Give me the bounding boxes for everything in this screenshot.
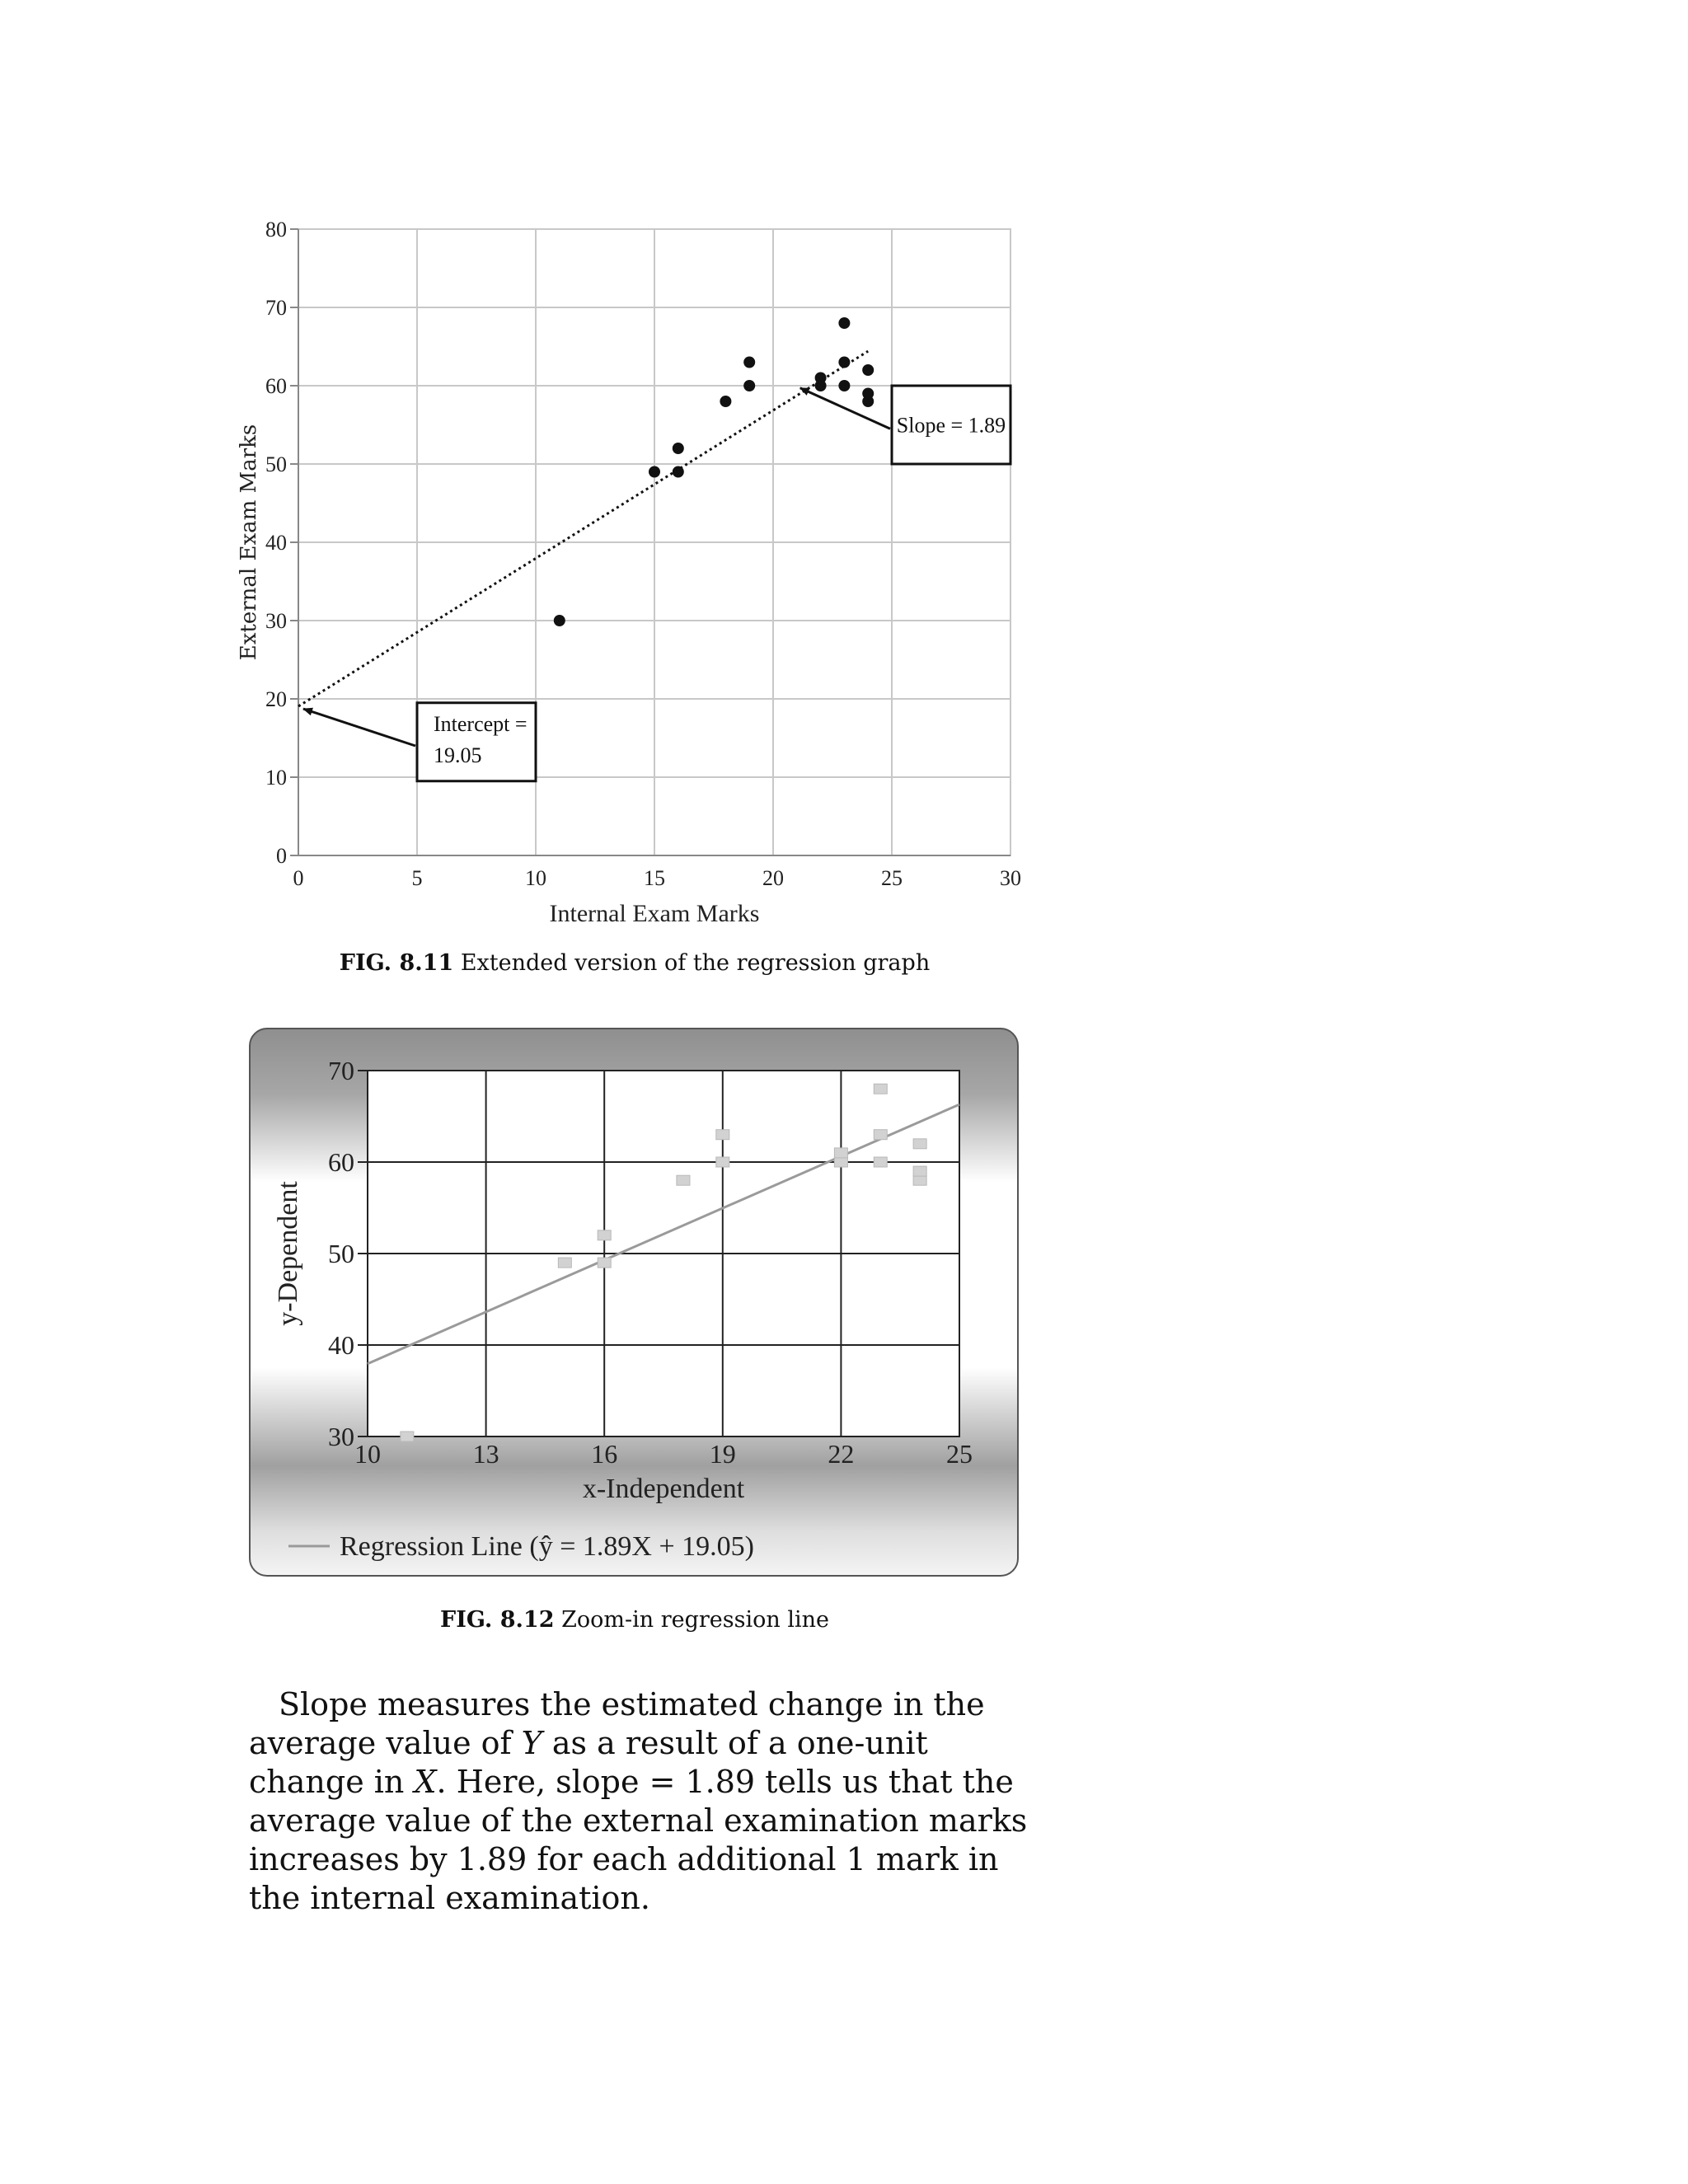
data-point — [598, 1230, 611, 1240]
y-tick-label: 40 — [265, 531, 287, 555]
caption-text: Extended version of the regression graph — [460, 950, 931, 976]
y-tick-label: 20 — [265, 687, 287, 711]
y-tick-label: 80 — [265, 218, 287, 241]
y-tick-label: 30 — [328, 1422, 354, 1451]
x-tick-label: 20 — [762, 866, 784, 890]
data-point — [862, 364, 874, 376]
y-tick-label: 50 — [328, 1239, 354, 1268]
data-point — [673, 443, 684, 454]
data-point — [874, 1130, 887, 1140]
x-tick-label: 22 — [828, 1439, 855, 1469]
caption-label: FIG. 8.12 — [440, 1607, 555, 1633]
data-point — [874, 1157, 887, 1167]
x-tick-label: 15 — [644, 866, 665, 890]
x-tick-label: 16 — [591, 1439, 618, 1469]
x-tick-label: 10 — [354, 1439, 381, 1469]
variable-y: Y — [521, 1725, 542, 1761]
y-tick-label: 30 — [265, 609, 287, 633]
data-point — [815, 373, 827, 384]
data-point — [558, 1258, 571, 1268]
legend-label: Regression Line (ŷ = 1.89X + 19.05) — [340, 1531, 754, 1562]
data-point — [673, 466, 684, 478]
intercept-annotation-text: Intercept = — [434, 711, 528, 736]
data-point — [554, 615, 565, 626]
data-point — [649, 466, 660, 478]
data-point — [913, 1166, 926, 1176]
y-tick-label: 10 — [265, 766, 287, 790]
x-tick-label: 25 — [946, 1439, 973, 1469]
y-tick-label: 50 — [265, 452, 287, 476]
caption-text: Zoom-in regression line — [561, 1607, 829, 1633]
data-point — [716, 1130, 729, 1140]
y-tick-label: 70 — [328, 1056, 354, 1085]
x-tick-label: 13 — [472, 1439, 499, 1469]
y-tick-label: 40 — [328, 1330, 354, 1360]
data-point — [913, 1175, 926, 1185]
variable-x: X — [414, 1764, 437, 1800]
data-point — [598, 1258, 611, 1268]
x-tick-label: 0 — [293, 866, 304, 890]
figure-caption-8-12 — [0, 1607, 1269, 1633]
x-axis-label: x-Independent — [582, 1474, 745, 1504]
y-tick-label: 0 — [276, 844, 287, 868]
y-axis-label: y-Dependent — [273, 1181, 303, 1326]
intercept-annotation-text: 19.05 — [434, 743, 482, 767]
x-axis-label: Internal Exam Marks — [549, 900, 760, 927]
slope-annotation-text: Slope = 1.89 — [896, 413, 1006, 438]
y-tick-label: 60 — [328, 1147, 354, 1177]
y-axis-label: External Exam Marks — [237, 424, 261, 661]
data-point — [834, 1148, 847, 1158]
x-tick-label: 5 — [411, 866, 423, 890]
y-tick-label: 60 — [265, 374, 287, 398]
data-point — [913, 1139, 926, 1149]
x-tick-label: 30 — [1000, 866, 1021, 890]
data-point — [834, 1157, 847, 1167]
zoom-regression-chart — [251, 1029, 1019, 1577]
data-point — [874, 1084, 887, 1094]
extended-regression-chart — [223, 198, 1047, 940]
figure-caption-8-11 — [0, 950, 1269, 976]
data-point — [743, 380, 755, 391]
data-point — [716, 1157, 729, 1167]
x-tick-label: 10 — [525, 866, 546, 890]
x-tick-label: 25 — [881, 866, 903, 890]
data-point — [838, 317, 850, 329]
body-paragraph — [249, 1685, 1040, 1918]
data-point — [677, 1175, 690, 1185]
data-point — [720, 396, 731, 407]
legend — [288, 1531, 754, 1562]
caption-label: FIG. 8.11 — [339, 950, 454, 976]
paragraph-text: Slope measures the estimated change in the average value of Y as a result of a one-unit change in X. Here, slope = 1.89 tells us that the average value of the external examination marks increases by 1.89 for each additional 1 mark in the internal examination. — [249, 1686, 1028, 1916]
data-point — [838, 357, 850, 368]
data-point — [743, 357, 755, 368]
x-tick-label: 19 — [709, 1439, 736, 1469]
zoom-regression-panel — [249, 1028, 1019, 1577]
data-point — [401, 1432, 414, 1441]
data-point — [838, 380, 850, 391]
y-tick-label: 70 — [265, 296, 287, 320]
data-point — [862, 388, 874, 400]
